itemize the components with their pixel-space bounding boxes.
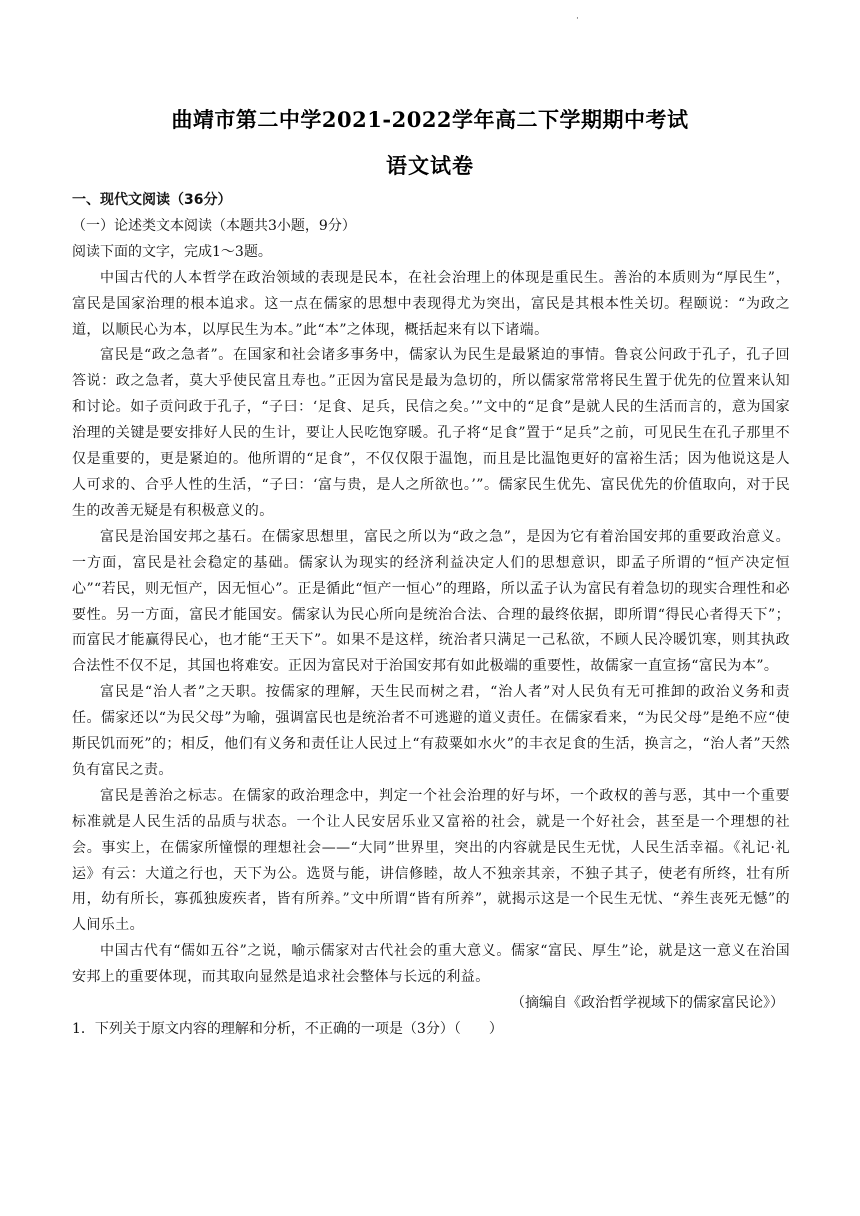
section-heading: 一、现代文阅读（36分） xyxy=(72,192,232,208)
passage-paragraph-1: 中国古代的人本哲学在政治领域的表现是民本，在社会治理上的体现是重民生。善治的本质则为“厚民生”，富民是国家治理的根本追求。这一点在儒家的思想中表现得尤为突出，富民是其根本性关切。程颐说：“为政之道，以顺民心为本，以厚民生为本。”此“本”之体现，概括起来有以下诸端。 xyxy=(72,269,790,338)
exam-subtitle: 语文试卷 xyxy=(386,153,474,178)
passage-paragraph-2: 富民是“政之急者”。在国家和社会诸多事务中，儒家认为民生是最紧迫的事情。鲁哀公问政于孔子，孔子回答说：政之急者，莫大乎使民富且寿也。”正因为富民是最为急切的，所以儒家常常将民生置于优先的位置来认知和讨论。如子贡问政于孔子，“子曰：‘足食、足兵，民信之矣。’”文中的“足食”是就人民的生活而言的，意为国家治理的关键是要安排好人民的生计，要让人民吃饱穿暖。孔子将“足食”置于“足兵”之前，可见民生在孔子那里不仅是重要的，更是紧迫的。他所谓的“足食”，不仅仅限于温饱，而且是比温饱更好的富裕生活；因为他说这是人人可求的、合乎人性的生活，“子曰：‘富与贵，是人之所欲也。’”。儒家民生优先、富民优先的价值取向，对于民生的改善无疑是有积极意义的。 xyxy=(72,347,790,519)
question-1: 1．下列关于原文内容的理解和分析，不正确的一项是（3分）（ ） xyxy=(72,1021,503,1037)
exam-title: 曲靖市第二中学2021-2022学年高二下学期期中考试 xyxy=(171,107,689,132)
reading-instruction: 阅读下面的文字，完成1～3题。 xyxy=(72,243,272,260)
section-part: （一）论述类文本阅读（本题共3小题，9分） xyxy=(72,217,356,234)
exam-content xyxy=(72,188,790,1043)
passage-source: （摘编自《政治哲学视域下的儒家富民论》） xyxy=(511,995,784,1012)
passage-paragraph-3: 富民是治国安邦之基石。在儒家思想里，富民之所以为“政之急”，是因为它有着治国安邦的重要政治意义。一方面，富民是社会稳定的基础。儒家认为现实的经济利益决定人们的思想意识，即孟子所谓的“恒产决定恒心”“若民，则无恒产，因无恒心”。正是循此“恒产一恒心”的理路，所以孟子认为富民有着急切的现实合理性和必要性。另一方面，富民才能国安。儒家认为民心所向是统治合法、合理的最终依据，即所谓“得民心者得天下”；而富民才能赢得民心，也才能“王天下”。如果不是这样，统治者只满足一己私欲，不顾人民冷暖饥寒，则其执政合法性不仅不足，其国也将难安。正因为富民对于治国安邦有如此极端的重要性，故儒家一直宣扬“富民为本”。 xyxy=(72,528,790,675)
header-dot: · xyxy=(576,14,579,24)
passage-paragraph-5: 富民是善治之标志。在儒家的政治理念中，判定一个社会治理的好与坏，一个政权的善与恶，其中一个重要标准就是人民生活的品质与状态。一个让人民安居乐业又富裕的社会，就是一个好社会，甚至是一个理想的社会。事实上，在儒家所憧憬的理想社会——“大同”世界里，突出的内容就是民生无忧，人民生活幸福。《礼记·礼运》有云：大道之行也，天下为公。选贤与能，讲信修睦，故人不独亲其亲，不独子其子，使老有所终，壮有所用，幼有所长，寡孤独废疾者，皆有所养。”文中所谓“皆有所养”，就揭示这是一个民生无忧、“养生丧死无憾”的人间乐土。 xyxy=(72,787,790,934)
passage-paragraph-4: 富民是“治人者”之天职。按儒家的理解，天生民而树之君，“治人者”对人民负有无可推卸的政治义务和责任。儒家还以“为民父母”为喻，强调富民也是统治者不可逃避的道义责任。在儒家看来，“为民父母”是绝不应“使斯民饥而死”的；相反，他们有义务和责任让人民过上“有菽粟如水火”的丰衣足食的生活，换言之，“治人者”天然负有富民之责。 xyxy=(72,684,790,778)
passage-paragraph-6: 中国古代有“儒如五谷”之说，喻示儒家对古代社会的重大意义。儒家“富民、厚生”论，就是这一意义在治国安邦上的重要体现，而其取向显然是追求社会整体与长远的利益。 xyxy=(72,943,790,986)
